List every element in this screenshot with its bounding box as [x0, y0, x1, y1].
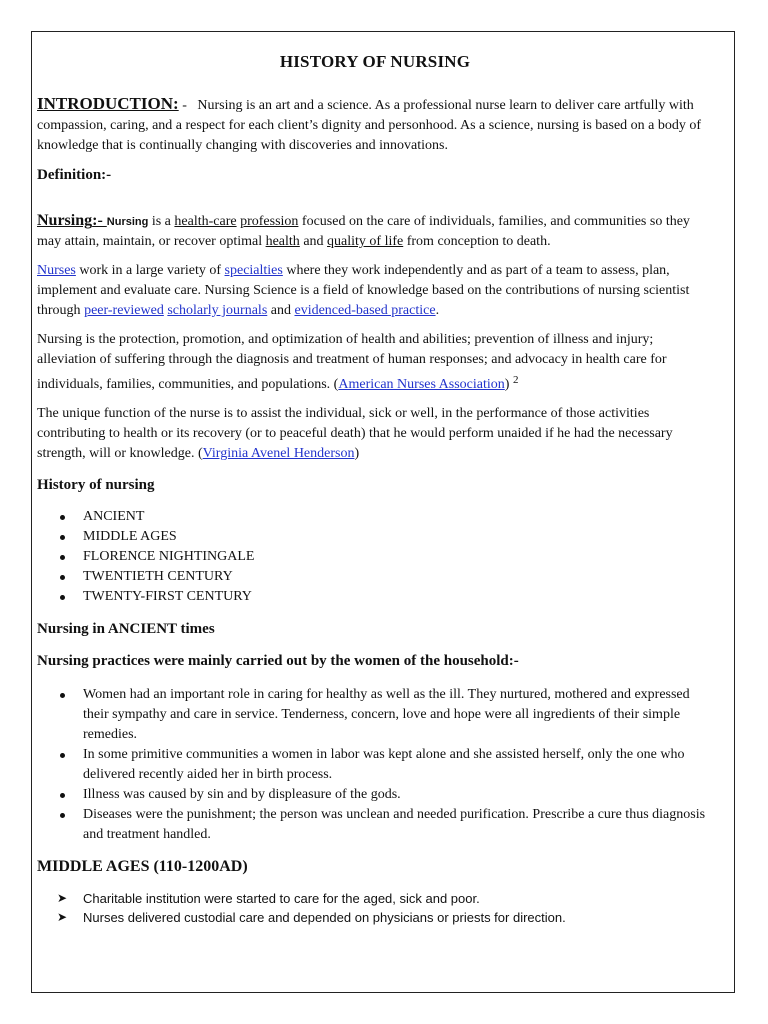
- introduction-text: Nursing is an art and a science. As a professional nurse learn to deliver care artfully with compassion, caring, and a respect for each client’s dignity and personhood. As a science, nursing is based on a body of knowledge that is continually changing with discoveries and innovations.: [37, 98, 702, 153]
- list-item: TWENTIETH CENTURY: [37, 567, 713, 587]
- page-title: HISTORY OF NURSING: [279, 52, 471, 71]
- link-virginia-henderson[interactable]: Virginia Avenel Henderson: [202, 446, 355, 461]
- definition-paragraph-3: Nursing is the protection, promotion, and optimization of health and abilities; prevention of illness and injury; alleviation of suffering through the diagnosis and treatment of human responses; and advocacy in health care for individuals, families, communities, and populations. (American Nurses Association) $^2$: [37, 332, 667, 392]
- list-item: MIDDLE AGES: [37, 527, 713, 547]
- list-item: ➤ Charitable institution were started to care for the aged, sick and poor.: [37, 889, 713, 908]
- link-american-nurses-association[interactable]: American Nurses Association: [338, 377, 505, 392]
- link-peer-reviewed[interactable]: peer-reviewed: [84, 303, 164, 318]
- page-content: [37, 52, 713, 927]
- history-list: [37, 507, 713, 607]
- nursing-label: Nursing: [37, 212, 93, 229]
- practices-list: [37, 685, 713, 845]
- list-item: FLORENCE NIGHTINGALE: [37, 547, 713, 567]
- footnote-marker: 2: [512, 374, 519, 386]
- link-scholarly-journals[interactable]: scholarly journals: [167, 303, 268, 318]
- definition-heading: Definition:-: [37, 167, 112, 183]
- link-profession[interactable]: profession: [240, 214, 299, 229]
- history-heading: History of nursing: [37, 477, 155, 493]
- link-health-care[interactable]: health-care: [174, 214, 237, 229]
- list-item: ANCIENT: [37, 507, 713, 527]
- practices-heading: Nursing practices were mainly carried out by the women of the household:-: [37, 653, 519, 669]
- definition-paragraph-1: Nursing:- Nursing is a health-care profession focused on the care of individuals, families, and communities so they may attain, maintain, or recover optimal health and quality of life from conception to death.: [37, 212, 690, 249]
- link-health[interactable]: health: [265, 234, 300, 249]
- link-evidence-based-practice[interactable]: evidenced-based practice: [294, 303, 436, 318]
- list-item: TWENTY-FIRST CENTURY: [37, 587, 713, 607]
- introduction-paragraph: INTRODUCTION: - Nursing is an art and a science. As a professional nurse learn to deliver care artfully with compassion, caring, and a respect for each client’s dignity and personhood. As a science, nursing is based on a body of knowledge that is continually changing with discoveries and innovations.: [37, 94, 702, 153]
- link-specialties[interactable]: specialties: [224, 263, 283, 278]
- ancient-heading: Nursing in ANCIENT times: [37, 621, 215, 637]
- middle-ages-list: [37, 889, 713, 927]
- list-item: Illness was caused by sin and by displeasure of the gods.: [37, 785, 713, 805]
- nursing-word: Nursing: [106, 216, 149, 228]
- list-item: Women had an important role in caring for healthy as well as the ill. They nurtured, mothered and expressed their sympathy and care in service. Tenderness, concern, love and hope were all ingredients of their simple remedies.: [37, 685, 713, 745]
- middle-ages-heading: MIDDLE AGES (110-1200AD): [37, 858, 248, 875]
- link-quality-of-life[interactable]: quality of life: [327, 234, 404, 249]
- introduction-label: INTRODUCTION:: [37, 94, 179, 113]
- document-page: [31, 31, 735, 993]
- definition-paragraph-2: Nurses work in a large variety of specialties where they work independently and as part of a team to assess, plan, implement and evaluate care. Nursing Science is a field of knowledge based on the contributions of nursing scientist through peer-reviewed scholarly journals and evidenced-based practice.: [37, 263, 690, 318]
- list-item: ➤ Nurses delivered custodial care and depended on physicians or priests for direction.: [37, 908, 713, 927]
- list-item: In some primitive communities a women in labor was kept alone and she assisted herself, only the one who delivered recently aided her in birth process.: [37, 745, 713, 785]
- definition-paragraph-4: The unique function of the nurse is to assist the individual, sick or well, in the performance of those activities contributing to health or its recovery (or to peaceful death) that he would perform unaided if he had the necessary strength, will or knowledge. (Virginia Avenel Henderson): [37, 406, 673, 461]
- link-nurses[interactable]: Nurses: [37, 263, 76, 278]
- list-item: Diseases were the punishment; the person was unclean and needed purification. Prescribe a cure thus diagnosis and treatment handled.: [37, 805, 713, 845]
